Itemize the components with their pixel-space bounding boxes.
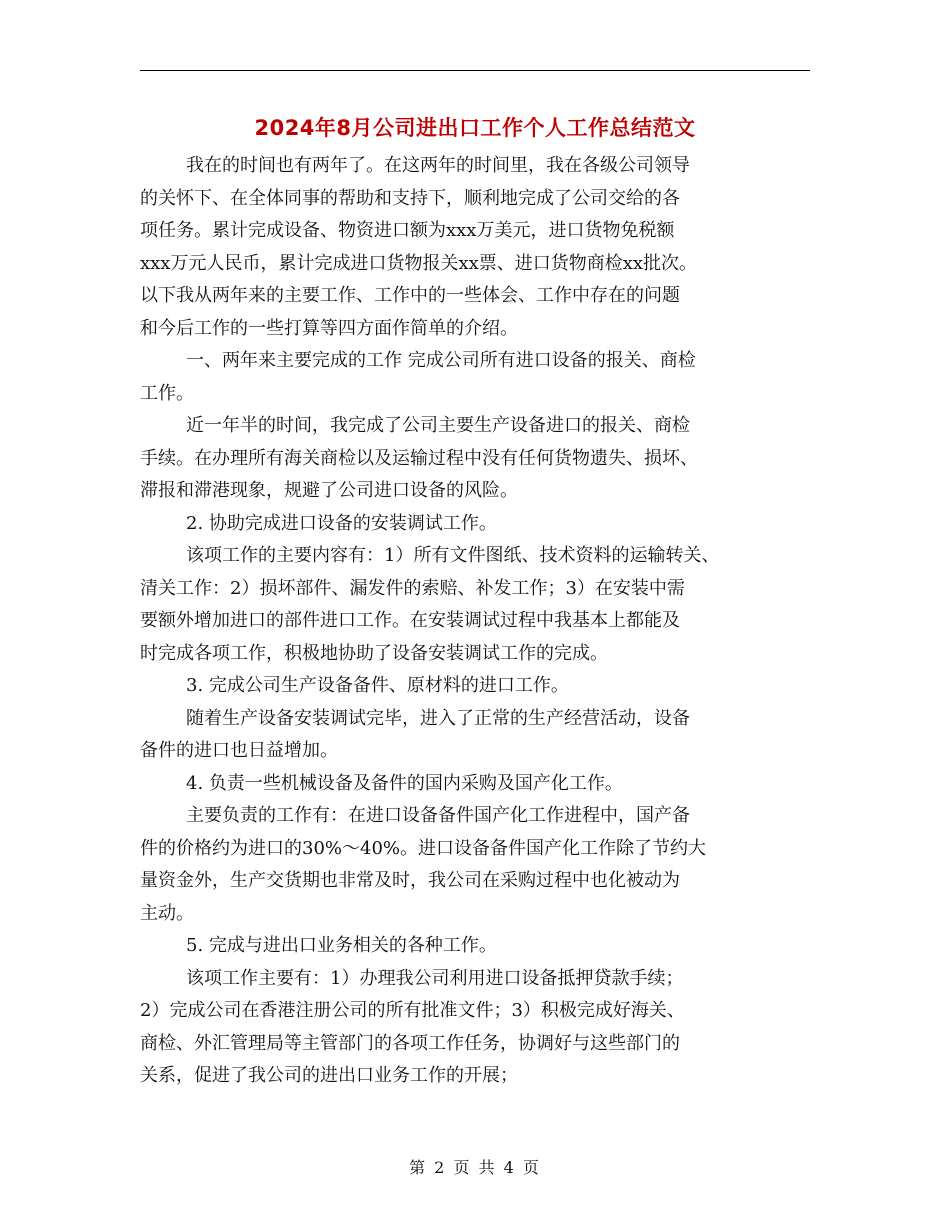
- page-number-footer: 第 2 页 共 4 页: [409, 1158, 541, 1177]
- text-line: 工作。: [140, 382, 194, 404]
- text-line: 件的价格约为进口的30%～40%。进口设备备件国产化工作除了节约大: [140, 837, 707, 859]
- paragraph: [140, 703, 820, 768]
- text-line: 该项工作的主要内容有：1）所有文件图纸、技术资料的运输转关、: [186, 545, 720, 566]
- text-line: 商检、外汇管理局等主管部门的各项工作任务，协调好与这些部门的: [140, 1032, 680, 1054]
- text-line: 滞报和滞港现象，规避了公司进口设备的风险。: [140, 480, 518, 501]
- paragraph: [140, 410, 820, 508]
- text-line: 随着生产设备安装调试完毕，进入了正常的生产经营活动，设备: [186, 707, 690, 729]
- paragraph: [140, 670, 820, 703]
- text-line: xxx万元人民币，累计完成进口货物报关xx票、进口货物商检xx批次。: [140, 252, 698, 274]
- text-line: 一、两年来主要完成的工作 完成公司所有进口设备的报关、商检: [186, 350, 696, 371]
- text-line: 和今后工作的一些打算等四方面作简单的介绍。: [140, 317, 518, 339]
- paragraph: [140, 800, 820, 930]
- text-line: 近一年半的时间，我完成了公司主要生产设备进口的报关、商检: [186, 415, 690, 436]
- paragraph: [140, 963, 820, 1093]
- paragraph: [140, 345, 820, 410]
- text-line: 我在的时间也有两年了。在这两年的时间里，我在各级公司领导: [186, 155, 690, 176]
- text-line: 量资金外，生产交货期也非常及时，我公司在采购过程中也化被动为: [140, 870, 680, 891]
- paragraph: [140, 930, 820, 963]
- text-line: 关系，促进了我公司的进出口业务工作的开展；: [140, 1065, 518, 1086]
- text-line: 5. 完成与进出口业务相关的各种工作。: [186, 935, 497, 956]
- paragraph: [140, 150, 820, 345]
- paragraph: [140, 508, 820, 541]
- text-line: 主动。: [140, 902, 194, 924]
- text-line: 2. 协助完成进口设备的安装调试工作。: [186, 512, 497, 534]
- paragraph: [140, 540, 820, 670]
- text-line: 清关工作：2）损坏部件、漏发件的索赔、补发工作；3）在安装中需: [140, 577, 685, 599]
- document-body: [140, 150, 820, 1093]
- text-line: 主要负责的工作有：在进口设备备件国产化工作进程中，国产备: [186, 805, 690, 826]
- document-title: 2024年8月公司进出口工作个人工作总结范文: [254, 116, 696, 140]
- text-line: 该项工作主要有：1）办理我公司利用进口设备抵押贷款手续；: [186, 967, 684, 989]
- paragraph: [140, 768, 820, 801]
- text-line: 4. 负责一些机械设备及备件的国内采购及国产化工作。: [186, 772, 623, 794]
- text-line: 时完成各项工作，积极地协助了设备安装调试工作的完成。: [140, 642, 608, 664]
- text-line: 项任务。累计完成设备、物资进口额为xxx万美元，进口货物免税额: [140, 220, 675, 241]
- text-line: 的关怀下、在全体同事的帮助和支持下，顺利地完成了公司交给的各: [140, 187, 680, 209]
- text-line: 以下我从两年来的主要工作、工作中的一些体会、工作中存在的问题: [140, 285, 680, 306]
- text-line: 备件的进口也日益增加。: [140, 740, 338, 761]
- text-line: 手续。在办理所有海关商检以及运输过程中没有任何货物遗失、损坏、: [140, 447, 698, 469]
- text-line: 2）完成公司在香港注册公司的所有批准文件；3）积极完成好海关、: [140, 1000, 685, 1021]
- text-line: 3. 完成公司生产设备备件、原材料的进口工作。: [186, 675, 569, 696]
- header-rule: [140, 70, 810, 71]
- text-line: 要额外增加进口的部件进口工作。在安装调试过程中我基本上都能及: [140, 610, 680, 631]
